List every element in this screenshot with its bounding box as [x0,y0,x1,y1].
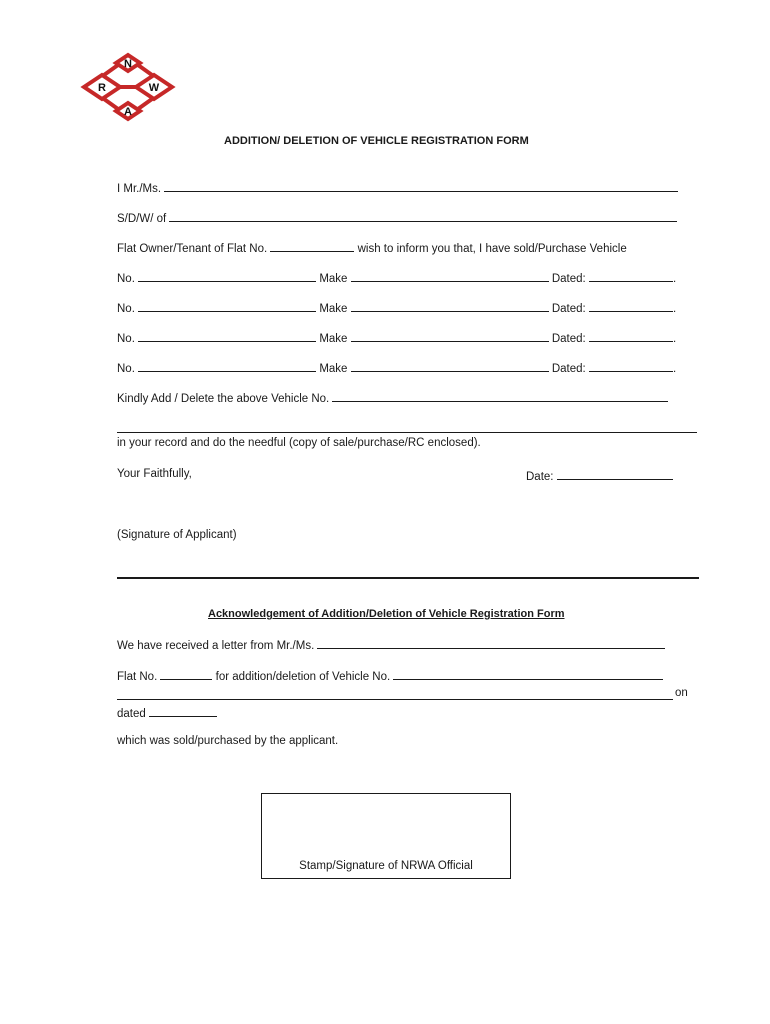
ack-flat-row [117,668,663,683]
row-end: . [672,303,677,315]
vehicle-make-field[interactable] [351,300,549,312]
ack-flat-label: Flat No. [117,671,158,683]
vehicle-make-label: Make [319,333,348,345]
vehicle-make-label: Make [319,273,348,285]
vehicle-no-field[interactable] [138,300,316,312]
vehicle-no-label: No. [117,303,135,315]
ack-name-field[interactable] [317,637,665,649]
relation-label: S/D/W/ of [117,213,167,225]
logo-letter-w: W [148,82,160,94]
vehicle-dated-label: Dated: [551,303,586,315]
kindly-label: Kindly Add / Delete the above Vehicle No. [117,393,330,405]
stamp-label: Stamp/Signature of NRWA Official [299,860,473,872]
vehicle-dated-field[interactable] [589,300,673,312]
vehicle-row [117,330,676,345]
vehicle-dated-label: Dated: [551,273,586,285]
vehicle-no-field[interactable] [138,270,316,282]
ack-on-label: on [675,687,688,699]
ack-dated-field[interactable] [149,705,217,717]
ack-vehicle-label: for addition/deletion of Vehicle No. [215,671,391,683]
kindly-vehicle-field[interactable] [332,390,668,402]
vehicle-no-label: No. [117,363,135,375]
vehicle-row [117,270,676,285]
vehicle-no-label: No. [117,273,135,285]
ack-dated-row [117,705,217,720]
logo-letter-r: R [98,82,106,94]
logo-letter-a: A [124,106,132,118]
date-row [526,468,673,483]
signature-label: (Signature of Applicant) [117,529,237,541]
stamp-box[interactable] [261,793,511,879]
record-text: in your record and do the needful (copy of sale/purchase/RC enclosed). [117,437,481,449]
vehicle-make-field[interactable] [351,360,549,372]
name-field[interactable] [164,180,678,192]
vehicle-row [117,360,676,375]
vehicle-make-field[interactable] [351,330,549,342]
row-end: . [672,363,677,375]
name-row [117,180,678,195]
kindly-row [117,390,668,405]
relation-field[interactable] [169,210,677,222]
row-end: . [672,273,677,285]
vehicle-make-field[interactable] [351,270,549,282]
nrwa-logo [74,52,182,122]
ack-title: Acknowledgement of Addition/Deletion of Vehicle Registration Form [208,608,565,620]
logo-letter-n: N [124,58,132,70]
vehicle-dated-field[interactable] [589,360,673,372]
section-divider [117,577,699,579]
vehicle-no-field[interactable] [138,360,316,372]
flat-row [117,240,627,255]
ack-received-label: We have received a letter from Mr./Ms. [117,640,315,652]
ack-vehicle-continuation[interactable] [117,699,673,700]
row-end: . [672,333,677,345]
closing-text: Your Faithfully, [117,468,192,480]
flat-suffix: wish to inform you that, I have sold/Purchase Vehicle [357,243,627,255]
vehicle-make-label: Make [319,363,348,375]
date-label: Date: [526,471,554,483]
ack-dated-label: dated [117,708,146,720]
vehicle-dated-label: Dated: [551,363,586,375]
ack-flat-field[interactable] [160,668,212,680]
vehicle-dated-field[interactable] [589,270,673,282]
vehicle-row [117,300,676,315]
form-title: ADDITION/ DELETION OF VEHICLE REGISTRATION FORM [224,135,529,147]
vehicle-make-label: Make [319,303,348,315]
name-label: I Mr./Ms. [117,183,162,195]
vehicle-dated-field[interactable] [589,330,673,342]
flat-label: Flat Owner/Tenant of Flat No. [117,243,268,255]
ack-received-row [117,637,665,652]
ack-sold-text: which was sold/purchased by the applicant. [117,735,339,747]
vehicle-no-field[interactable] [138,330,316,342]
continuation-line[interactable] [117,432,697,433]
relation-row [117,210,677,225]
flat-number-field[interactable] [270,240,354,252]
vehicle-dated-label: Dated: [551,333,586,345]
vehicle-no-label: No. [117,333,135,345]
date-field[interactable] [557,468,673,480]
logo-graphic [74,52,182,122]
ack-vehicle-field[interactable] [393,668,663,680]
